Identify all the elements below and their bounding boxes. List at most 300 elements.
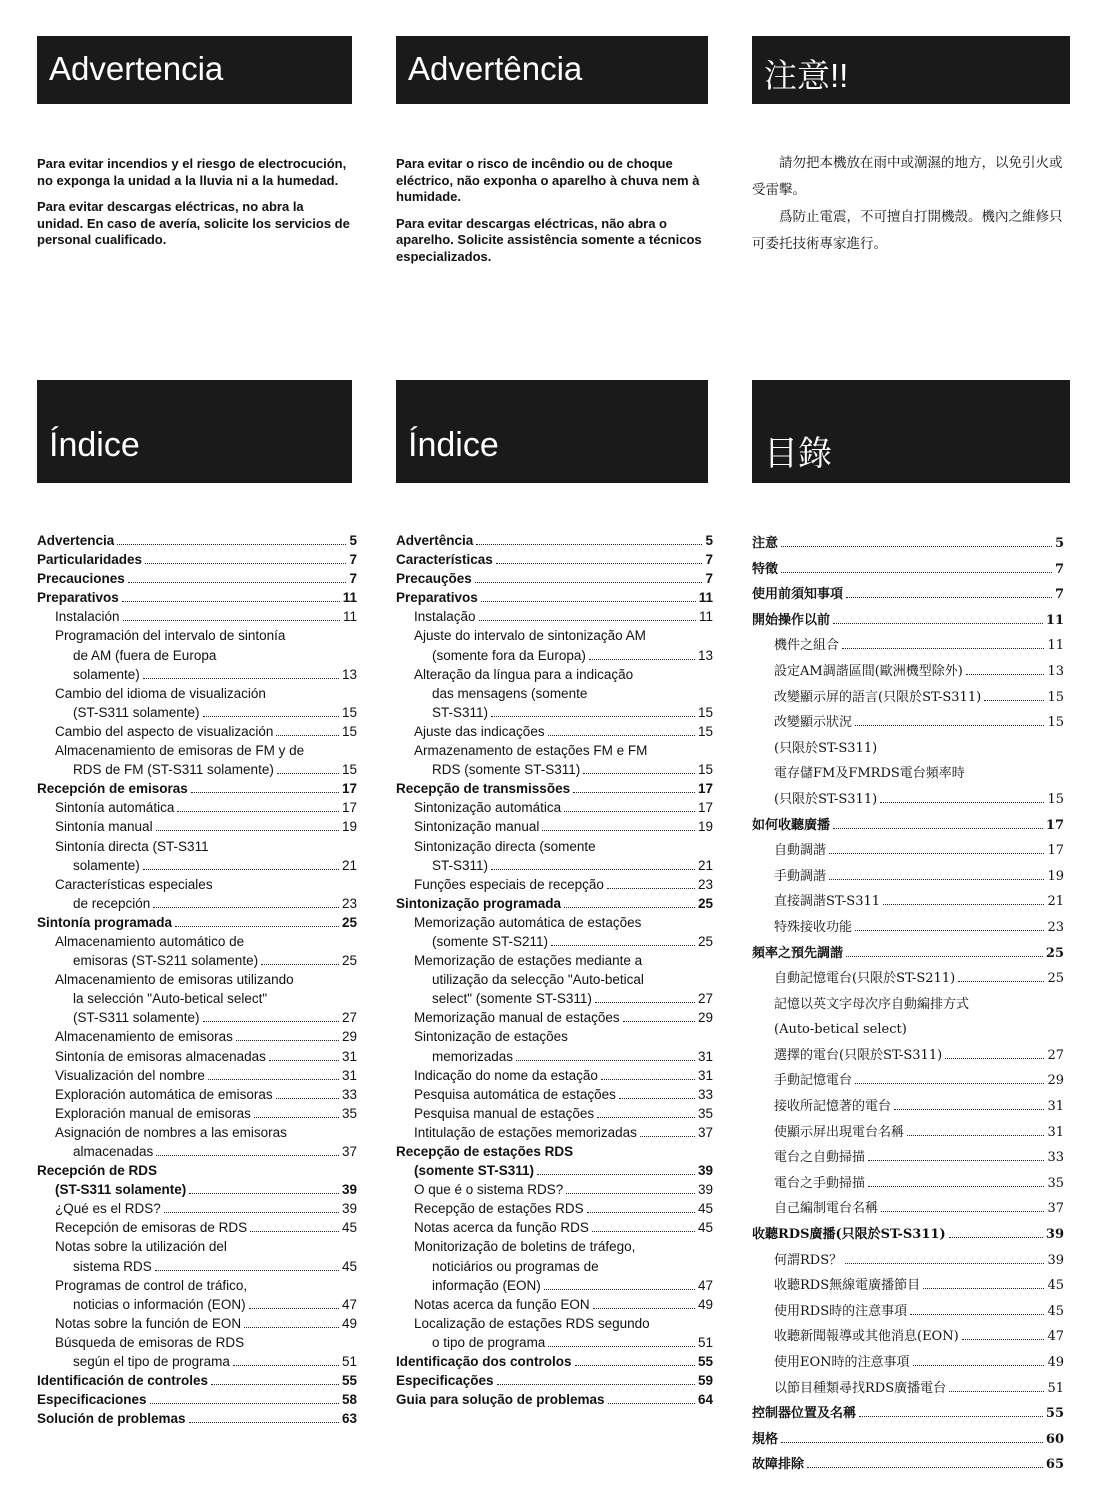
index-header-zh [752,380,1070,483]
toc-entry-title: 開始操作以前 [752,612,831,628]
toc-entry-title: Sintonía de emisoras almacenadas [55,1048,266,1064]
toc-entry [396,779,713,798]
toc-entry-title: 電台之自動掃描 [774,1150,866,1166]
toc-entry-title: 電存儲FM及FMRDS電台頻率時 [774,766,965,782]
toc-page-number: 15 [697,704,713,720]
toc-entry-title: 改變顯示狀況 [774,715,853,731]
toc-dot-leader [846,597,1052,598]
toc-entry [752,1196,1064,1222]
toc-entry [396,665,713,684]
toc-entry-title: 如何收聽廣播 [752,817,831,833]
toc-dot-leader [117,544,346,545]
toc-dot-leader [276,1098,339,1099]
toc-entry-title: (ST-S311 solamente) [73,704,200,720]
toc-entry [37,1027,357,1046]
toc-dot-leader [475,582,703,583]
toc-entry-title: solamente) [73,857,140,873]
toc-entry [37,894,357,913]
toc-dot-leader [859,1416,1043,1417]
toc-entry [37,989,357,1008]
toc-page-number: 7 [1054,561,1064,577]
toc-dot-leader [868,1160,1044,1161]
toc-entry-title: Precauções [396,571,472,587]
toc-entry [37,970,357,989]
toc-dot-leader [481,601,696,602]
toc-entry [396,913,713,932]
toc-entry [396,1199,713,1218]
toc-page-number: 23 [1047,919,1064,935]
toc-entry-title: sistema RDS [73,1258,152,1274]
toc-dot-leader [249,1308,339,1309]
toc-page-number: 25 [1045,945,1064,961]
toc-page-number: 11 [1047,638,1064,654]
toc-entry-title: Recepção de transmissões [396,781,571,797]
index-header-pt [396,380,708,483]
toc-entry [396,1085,713,1104]
toc-entry-title: O que é o sistema RDS? [414,1182,564,1198]
toc-page-number: 31 [697,1067,713,1083]
toc-dot-leader [564,907,695,908]
toc-dot-leader [855,1083,1044,1084]
toc-page-number: 33 [1047,1150,1064,1166]
toc-entry [752,915,1064,941]
toc-entry-title: Cambio del idioma de visualización [55,685,266,701]
toc-entry-title: 注意 [752,536,779,551]
toc-entry-title: 自己編制電台名稱 [774,1201,879,1217]
toc-page-number: 17 [697,781,713,797]
toc-page-number: 29 [697,1010,713,1026]
toc-entry-title: 收聽RDS無線電廣播節目 [774,1278,921,1294]
toc-dot-leader [910,1314,1044,1315]
toc-page-number: 15 [1047,689,1064,705]
toc-entry-title: Sintonía directa (ST-S311 [55,838,209,854]
toc-page-number: 13 [697,647,713,663]
toc-page-number: 7 [705,552,713,568]
toc-dot-leader [984,700,1044,701]
toc-dot-leader [962,1339,1045,1340]
toc-page-number: 21 [697,857,713,873]
toc-entry-title: Solución de problemas [37,1411,186,1427]
toc-entry-title: 自動調諧 [774,843,827,859]
toc-entry [37,760,357,779]
toc-page-number: 11 [342,609,357,625]
toc-dot-leader [143,869,339,870]
toc-page-number: 7 [705,571,713,587]
toc-dot-leader [573,792,695,793]
toc-entry [396,1257,713,1276]
toc-entry [396,1180,713,1199]
toc-page-number: 25 [1047,971,1064,987]
toc-page-number: 45 [1047,1278,1064,1294]
toc-dot-leader [623,1021,695,1022]
toc-entry [37,779,357,798]
toc-entry [37,1314,357,1333]
toc-entry [752,659,1064,685]
warning-text-pt [396,156,708,275]
toc-dot-leader [907,1135,1044,1136]
toc-dot-leader [880,802,1044,803]
toc-entry-title: RDS de FM (ST-S311 solamente) [73,762,274,778]
toc-page-number: 51 [1047,1380,1064,1396]
toc-entry-title: 以節目種類尋找RDS廣播電台 [774,1380,947,1396]
toc-page-number: 11 [1045,612,1064,628]
index-title-pt: Índice [408,426,499,464]
toc-entry [37,1352,357,1371]
toc-dot-leader [597,1117,695,1118]
toc-dot-leader [254,1117,339,1118]
toc-entry [396,951,713,970]
toc-entry [37,569,357,588]
toc-entry [752,736,1064,762]
warning-title-es: Advertencia [49,50,224,87]
toc-entry-title: memorizadas [432,1048,514,1064]
toc-entry-title: Particularidades [37,552,143,568]
toc-entry [37,588,357,607]
toc-page-number: 29 [1047,1073,1064,1089]
toc-dot-leader [842,648,1044,649]
toc-dot-leader [479,620,696,621]
toc-entry [37,626,357,645]
toc-page-number: 15 [341,704,357,720]
toc-entry-title: ¿Qué es el RDS? [55,1201,161,1217]
toc-page-number: 45 [697,1220,713,1236]
toc-entry-title: la selección "Auto-betical select" [73,991,268,1007]
toc-entry-title: Intitulação de estações memorizadas [414,1124,637,1140]
toc-page-number: 31 [697,1048,713,1064]
toc-entry-title: Ajuste do intervalo de sintonização AM [414,628,646,644]
toc-dot-leader [587,1212,695,1213]
toc-entry-title: Recepción de emisoras [37,781,188,797]
toc-entry-title: 機件之組合 [774,638,840,654]
toc-entry-title: 改變顯示屏的語言(只限於ST-S311) [774,689,982,705]
toc-dot-leader [122,601,340,602]
toc-entry [752,1376,1064,1402]
toc-page-number: 21 [341,857,357,873]
toc-entry [396,626,713,645]
toc-entry [396,1314,713,1333]
toc-page-number: 49 [341,1315,357,1331]
toc-page-number: 19 [1047,868,1064,884]
toc-dot-leader [564,811,695,812]
toc-dot-leader [593,1308,695,1309]
toc-page-number: 15 [1047,791,1064,807]
toc-entry [752,787,1064,813]
toc-page-number: 25 [341,953,357,969]
toc-entry-title: Almacenamiento de emisoras de FM y de [55,743,305,759]
toc-entry [37,741,357,760]
toc-page-number: 23 [341,895,357,911]
toc-dot-leader [269,1060,339,1061]
toc-entry [396,1390,713,1409]
toc-page-number: 63 [341,1411,357,1427]
toc-dot-leader [236,1040,339,1041]
toc-dot-leader [607,888,695,889]
toc-entry-title: (只限於ST-S311) [774,740,878,756]
toc-entry [752,889,1064,915]
toc-entry [396,837,713,856]
toc-entry [396,607,713,626]
toc-entry [752,941,1064,967]
table-of-contents-pt [396,531,713,1409]
toc-entry-title: ST-S311) [432,704,489,720]
toc-dot-leader [781,1442,1043,1443]
toc-page-number: 15 [697,723,713,739]
toc-entry [396,932,713,951]
toc-dot-leader [156,1155,339,1156]
toc-page-number: 19 [697,819,713,835]
toc-entry [752,531,1064,557]
toc-dot-leader [833,623,1043,624]
toc-entry-title: Visualización del nombre [55,1067,205,1083]
toc-entry-title: Notas acerca da função RDS [414,1220,589,1236]
toc-page-number: 45 [341,1220,357,1236]
toc-page-number: 39 [1045,1227,1064,1243]
toc-dot-leader [542,830,695,831]
warning-header-zh [752,36,1070,104]
toc-entry-title: Memorização automática de estações [414,914,642,930]
toc-entry-title: Alteração da língua para a indicação [414,666,634,682]
toc-entry-title: 收聽RDS廣播(只限於ST-S311) [752,1227,946,1243]
toc-entry [37,1085,357,1104]
toc-dot-leader [592,1231,695,1232]
toc-entry-title: 何謂RDS？ [774,1252,843,1268]
toc-entry [37,550,357,569]
toc-entry-title: Localização de estações RDS segundo [414,1315,650,1331]
toc-entry-title: Instalación [55,609,120,625]
toc-entry-title: (Auto-betical select) [774,1022,907,1038]
toc-entry-title: Especificaciones [37,1392,147,1408]
toc-dot-leader [155,1270,339,1271]
toc-dot-leader [544,1289,695,1290]
toc-dot-leader [575,1365,695,1366]
toc-entry-title: 手動調諧 [774,868,827,884]
toc-entry-title: RDS (somente ST-S311) [432,762,581,778]
toc-page-number: 29 [341,1029,357,1045]
toc-dot-leader [496,563,703,564]
toc-entry-title: Búsqueda de emisoras de RDS [55,1334,245,1350]
toc-entry-title: según el tipo de programa [73,1354,230,1370]
toc-dot-leader [781,572,1052,573]
toc-dot-leader [894,1109,1044,1110]
toc-page-number: 15 [341,762,357,778]
toc-dot-leader [601,1079,695,1080]
toc-dot-leader [829,853,1044,854]
toc-dot-leader [145,563,346,564]
toc-page-number: 33 [697,1086,713,1102]
toc-entry-title: select" (somente ST-S311) [432,991,592,1007]
toc-dot-leader [595,1002,695,1003]
toc-dot-leader [548,1346,695,1347]
toc-entry [396,970,713,989]
toc-page-number: 65 [1045,1457,1064,1473]
toc-page-number: 11 [342,590,357,606]
toc-entry-title: Sintonía automática [55,800,175,816]
toc-entry [752,1324,1064,1350]
toc-entry [37,875,357,894]
toc-entry [37,1142,357,1161]
toc-page-number: 37 [697,1124,713,1140]
toc-page-number: 23 [697,876,713,892]
toc-page-number: 17 [1047,843,1064,859]
toc-entry [396,1027,713,1046]
toc-entry-title: Sintonização programada [396,895,562,911]
toc-dot-leader [781,546,1052,547]
toc-page-number: 37 [341,1144,357,1159]
toc-page-number: 7 [349,552,357,568]
toc-entry-title: emisoras (ST-S211 solamente) [73,953,259,969]
toc-page-number: 45 [341,1258,357,1274]
toc-page-number: 15 [1047,715,1064,731]
toc-entry [396,1047,713,1066]
toc-entry-title: o tipo de programa [432,1334,546,1350]
toc-entry-title: Características [396,552,493,568]
toc-page-number: 39 [341,1201,357,1217]
toc-entry-title: 使顯示屏出現電台名稱 [774,1124,905,1140]
toc-dot-leader [156,830,339,831]
toc-entry [752,1171,1064,1197]
toc-dot-leader [233,1365,339,1366]
toc-entry [37,722,357,741]
toc-entry [37,1333,357,1352]
toc-dot-leader [491,869,695,870]
toc-dot-leader [516,1060,695,1061]
toc-entry-title: almacenadas [73,1144,154,1159]
index-title-es: Índice [49,426,140,464]
toc-entry [37,856,357,875]
toc-entry [396,894,713,913]
toc-entry [396,1008,713,1027]
toc-entry [752,838,1064,864]
toc-entry [37,1371,357,1390]
toc-page-number: 45 [697,1201,713,1217]
toc-entry-title: Sintonização automática [414,800,562,816]
toc-page-number: 17 [341,800,357,816]
warning-paragraph-2: Para evitar descargas eléctricas, não abra o aparelho. Solicite assistência somente a técnicos especializados. [396,215,702,264]
toc-entry [396,741,713,760]
toc-entry-title: Sintonização de estações [414,1029,568,1045]
toc-dot-leader [913,1365,1045,1366]
toc-entry [396,550,713,569]
toc-dot-leader [203,1021,339,1022]
toc-dot-leader [868,1186,1044,1187]
toc-entry [37,1123,357,1142]
toc-entry-title: Almacenamiento de emisoras utilizando [55,972,294,988]
toc-entry-title: utilização da selecção "Auto-betical [432,972,644,988]
toc-page-number: 51 [341,1354,357,1370]
warning-title-zh: 注意!! [764,57,849,94]
toc-page-number: 11 [698,609,713,625]
toc-page-number: 39 [341,1182,357,1198]
toc-dot-leader [846,956,1043,957]
toc-entry [752,1120,1064,1146]
toc-entry-title: Sintonía programada [37,914,173,930]
toc-dot-leader [566,1193,695,1194]
toc-entry-title: ST-S311) [432,857,489,873]
toc-entry-title: Recepção de estações RDS [396,1144,574,1159]
toc-page-number: 39 [697,1163,713,1179]
warning-text-es [37,156,352,259]
toc-entry [37,684,357,703]
toc-entry-title: Notas sobre la utilización del [55,1239,227,1255]
toc-page-number: 31 [341,1067,357,1083]
toc-entry [37,1104,357,1123]
toc-entry [396,703,713,722]
toc-page-number: 51 [697,1334,713,1350]
toc-entry-title: noticiários ou programas de [432,1258,599,1274]
toc-dot-leader [923,1288,1044,1289]
toc-entry-title: das mensagens (somente [432,685,588,701]
toc-page-number: 39 [697,1182,713,1198]
index-header-es [37,380,352,483]
toc-entry [752,1452,1064,1478]
toc-entry-title: Características especiales [55,876,213,892]
toc-entry [37,932,357,951]
warning-header-es [37,36,352,104]
toc-dot-leader [143,678,339,679]
toc-entry [37,1066,357,1085]
toc-entry-title: (somente ST-S311) [414,1163,535,1179]
toc-dot-leader [833,828,1043,829]
toc-page-number: 7 [349,571,357,587]
toc-dot-leader [175,926,339,927]
toc-entry [752,1273,1064,1299]
toc-dot-leader [244,1327,339,1328]
toc-dot-leader [250,1231,339,1232]
toc-dot-leader [608,1403,695,1404]
toc-page-number: 47 [341,1296,357,1312]
toc-entry-title: Exploración manual de emisoras [55,1105,251,1121]
toc-entry-title: Memorização manual de estações [414,1010,620,1026]
toc-entry [396,588,713,607]
toc-entry-title: (ST-S311 solamente) [55,1182,187,1198]
toc-entry [37,1047,357,1066]
toc-entry [37,913,357,932]
toc-page-number: 35 [697,1105,713,1121]
toc-page-number: 13 [341,666,357,682]
toc-dot-leader [958,981,1044,982]
toc-entry [396,1371,713,1390]
toc-entry [752,582,1064,608]
toc-entry-title: 使用前須知事項 [752,587,844,603]
toc-entry-title: Identificação dos controlos [396,1354,572,1370]
toc-dot-leader [966,674,1045,675]
toc-entry-title: noticias o información (EON) [73,1296,246,1312]
toc-dot-leader [589,659,695,660]
warning-text-zh [752,150,1064,258]
toc-entry-title: Sintonização directa (somente [414,838,596,854]
toc-entry-title: (somente ST-S211) [432,933,549,949]
toc-entry [37,1295,357,1314]
toc-dot-leader [537,1174,695,1175]
toc-dot-leader [855,930,1044,931]
toc-entry-title: Asignación de nombres a las emisoras [55,1124,287,1140]
toc-entry-title: Preparativos [396,590,478,606]
toc-page-number: 35 [341,1105,357,1121]
toc-dot-leader [150,1403,339,1404]
toc-entry-title: 收聽新聞報導或其他消息(EON) [774,1329,959,1345]
toc-page-number: 33 [341,1086,357,1102]
toc-dot-leader [276,735,339,736]
toc-page-number: 55 [697,1354,713,1370]
toc-entry [396,1218,713,1237]
toc-entry-title: Notas sobre la función de EON [55,1315,242,1331]
toc-entry [752,1427,1064,1453]
warning-paragraph-1: Para evitar incendios y el riesgo de electrocución, no exponga la unidad a la lluvia ni a la humedad. [37,156,347,188]
toc-entry-title: 手動記憶電台 [774,1073,853,1089]
toc-dot-leader [619,1098,695,1099]
toc-entry-title: Ajuste das indicações [414,723,545,739]
toc-dot-leader [189,1193,339,1194]
